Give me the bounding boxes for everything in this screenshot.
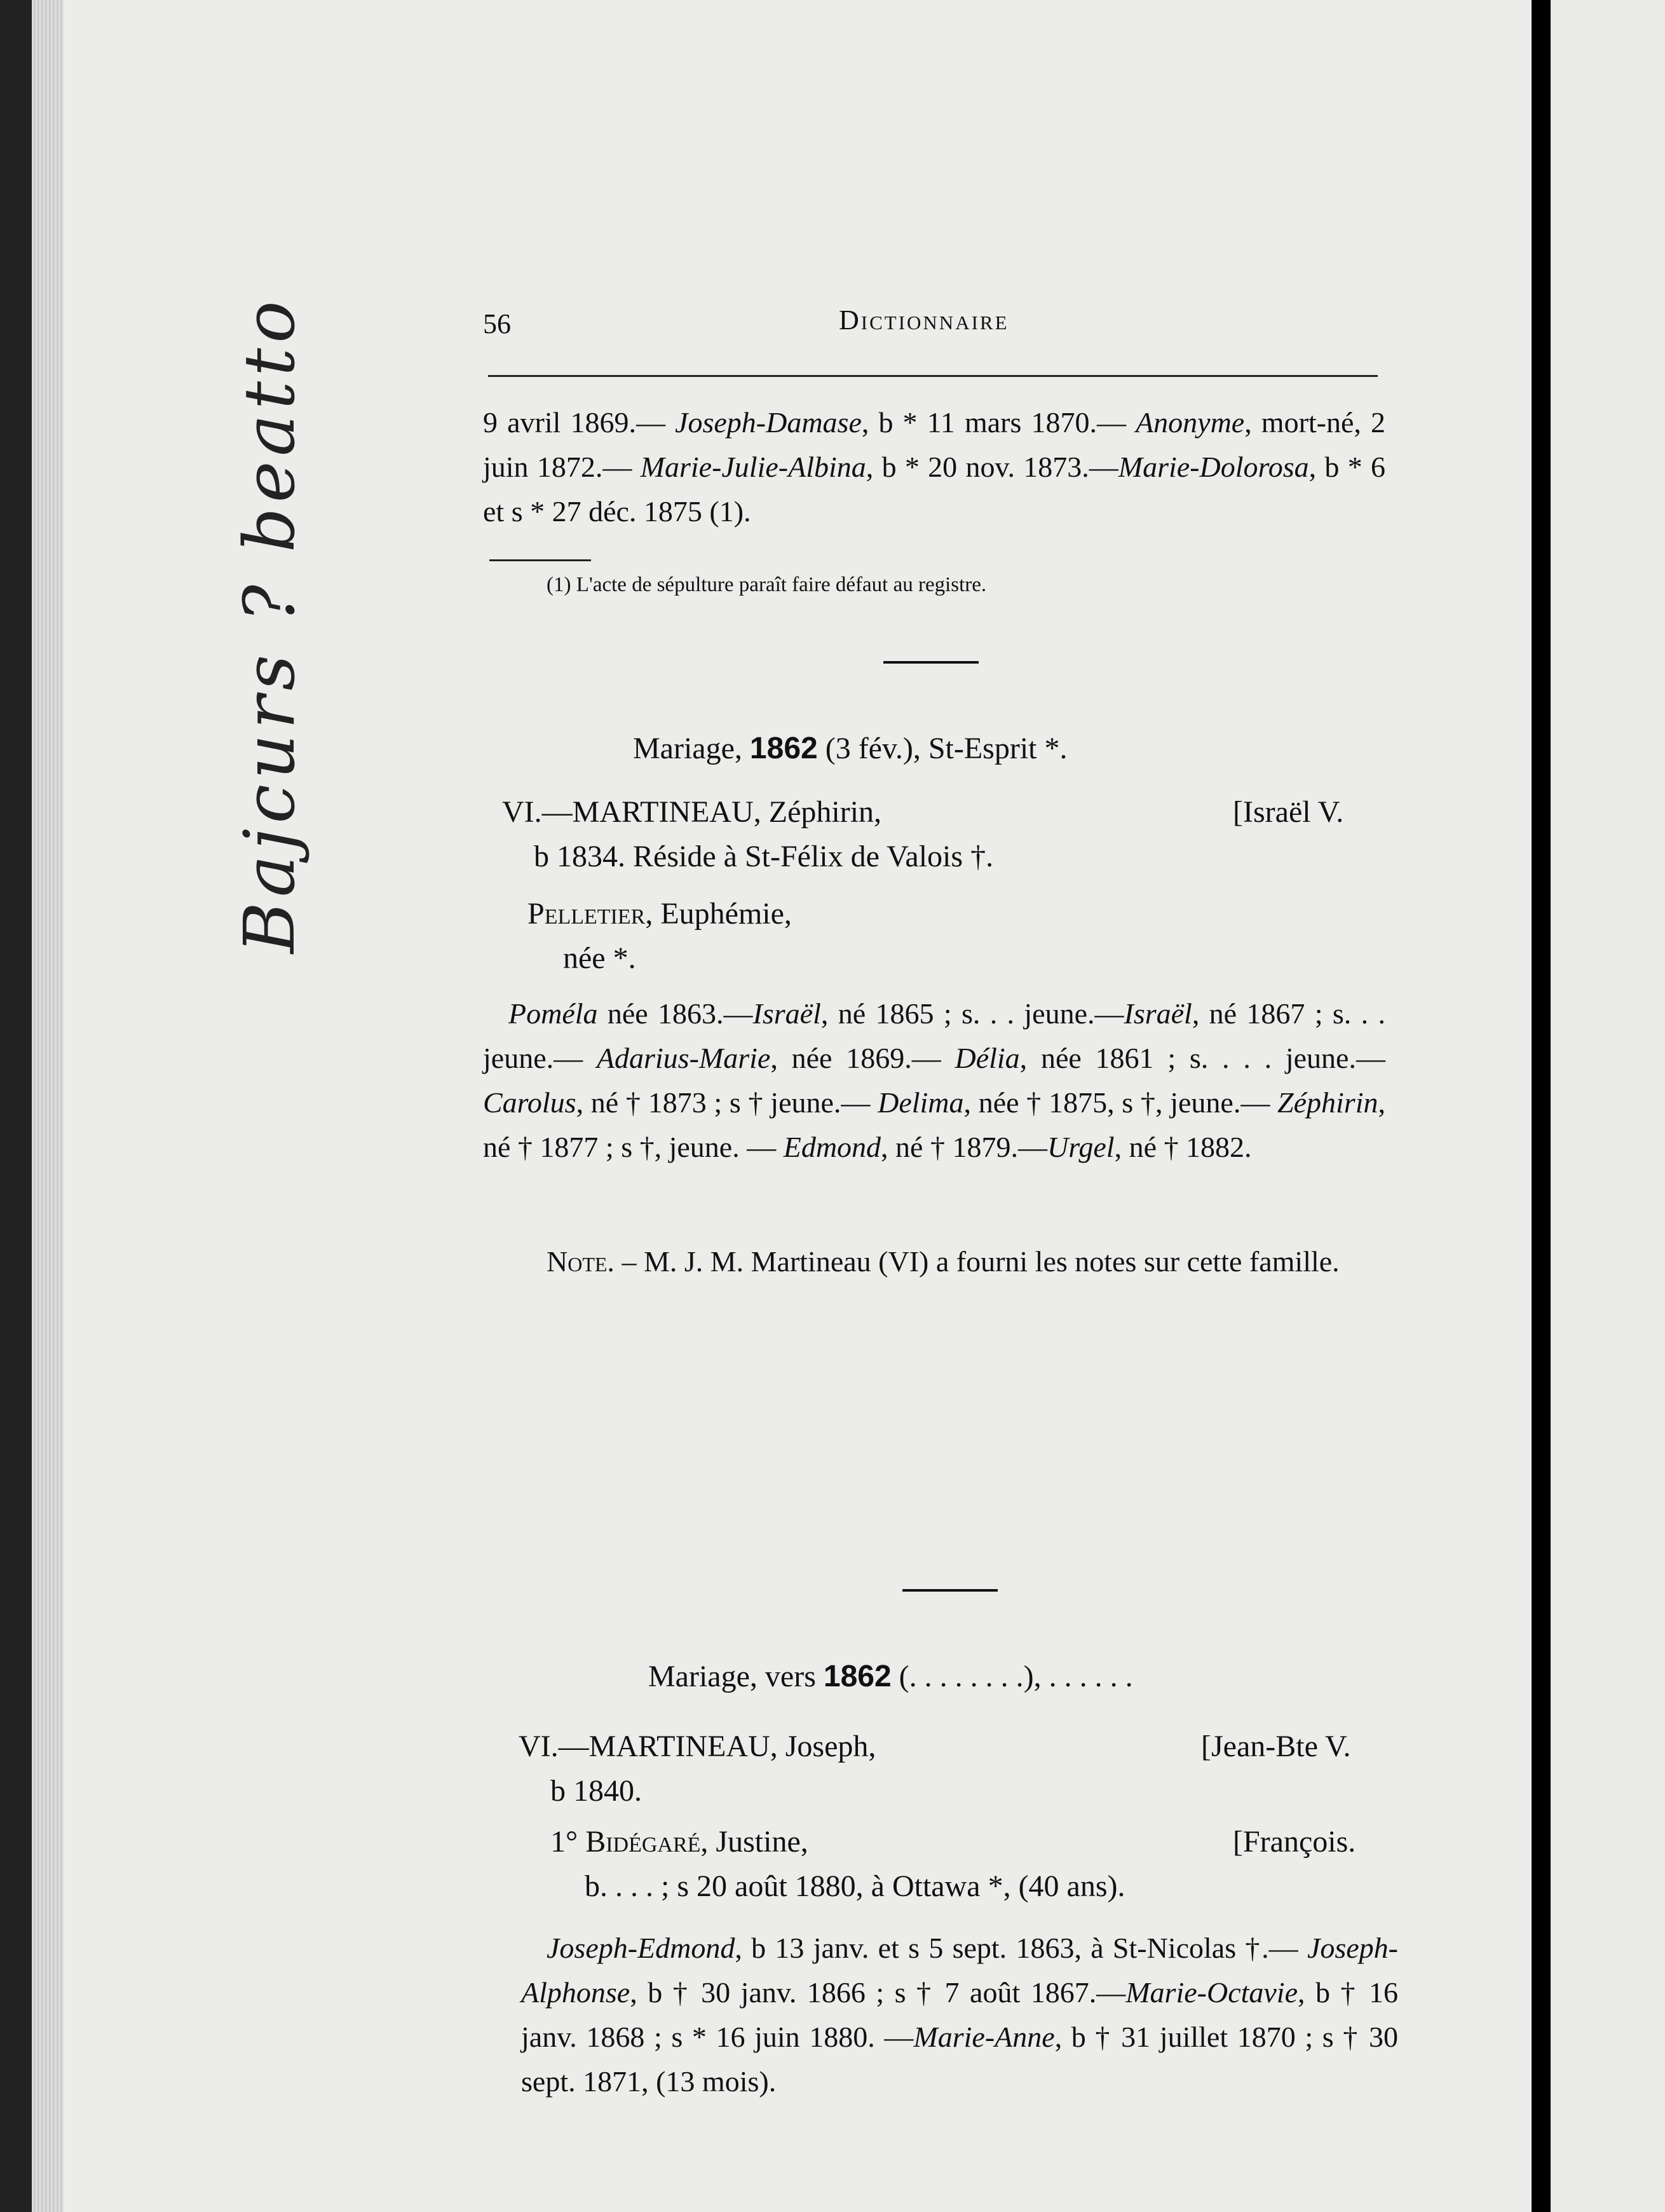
text-run: , né † 1877 ; s †, jeune. — [483,1086,1385,1163]
note-label: Note. [547,1245,615,1278]
section-separator [902,1589,998,1592]
text-run: , b † 31 juillet 1870 ; s † 30 sept. 1871, (13 mois). [521,2021,1399,2098]
child-name: Delima [878,1086,964,1119]
wife-surname: Pelletier [527,897,646,931]
footnote: (1) L'acte de sépulture paraît faire défaut au registre. [547,573,987,596]
children-list [483,992,1385,1170]
text-run: , mort-né, 2 juin 1872.— [483,406,1385,483]
child-name: Edmond [783,1131,881,1163]
heading-text: Mariage, vers [648,1660,824,1693]
heading-text: Mariage, [633,732,750,765]
wife-given-name: , Euphémie, [645,897,792,931]
text-run: , b * 20 nov. 1873.— [866,451,1118,483]
wife-name [550,1824,808,1859]
child-name: Marie-Julie-Albina [640,451,866,483]
child-name: Urgel [1047,1131,1115,1163]
children-list [521,1926,1398,2104]
child-name: Anonyme [1136,406,1245,439]
family-note [483,1239,1385,1284]
husband-name: VI.—MARTINEAU, Zéphirin, [502,795,882,829]
child-name: Joseph-Damase [675,406,862,439]
scan-left-edge [0,0,32,2212]
text-run: , b † 30 janv. 1866 ; s † 7 août 1867.— [630,1976,1126,2009]
continued-entry [483,400,1385,534]
text-run: , née 1869.— [770,1042,955,1074]
section-separator [883,661,979,664]
gutter-shadow [1532,0,1551,2212]
text-run: , né † 1873 ; s † jeune.— [576,1086,878,1119]
heading-text: (. . . . . . . .), . . . . . . [891,1660,1133,1693]
wife-info: née *. [563,941,636,975]
child-name: Poméla [508,997,598,1030]
wife-surname: Bidégaré [585,1825,701,1859]
husband-info: b 1834. Réside à St-Félix de Valois †. [534,840,994,873]
child-name: Joseph-Alphonse [521,1932,1398,2009]
husband-father: [Jean-Bte V. [1201,1730,1351,1763]
marriage-order: 1° [550,1825,586,1859]
child-name: Israël [1124,997,1192,1030]
note-text: – M. J. M. Martineau (VI) a fourni les notes sur cette famille. [614,1245,1340,1278]
child-name: Adarius-Marie [596,1042,771,1074]
text-run: née 1863.— [597,997,753,1030]
header-rule [488,375,1378,377]
facing-page-edge [1551,0,1665,2212]
wife-info: b. . . . ; s 20 août 1880, à Ottawa *, (40 ans). [585,1869,1125,1903]
running-head [483,299,1392,350]
text-run: , b * 6 et s * 27 déc. 1875 (1). [483,451,1385,528]
handwritten-margin-note: Bajcurs ? beatto [229,296,310,953]
child-name: Joseph-Edmond [547,1932,735,1964]
wife-father: [François. [1233,1825,1356,1859]
heading-text: (3 fév.), St-Esprit *. [817,732,1068,765]
text-run: , né † 1882. [1114,1131,1252,1163]
wife-name [527,896,792,931]
marriage-heading [648,1659,1133,1694]
running-title: Dictionnaire [839,304,1009,336]
child-name: Zéphirin [1277,1086,1378,1119]
text-run: , b † 16 janv. 1868 ; s * 16 juin 1880. — [521,1976,1398,2053]
child-name: Carolus [483,1086,576,1119]
husband-father: [Israël V. [1233,795,1344,829]
child-name: Marie-Dolorosa [1118,451,1309,483]
husband-name: VI.—MARTINEAU, Joseph, [519,1730,876,1763]
footnote-rule [489,559,591,561]
text-run: , née 1861 ; s. . . . jeune.— [1019,1042,1385,1074]
heading-year: 1862 [823,1660,892,1693]
child-name: Israël [752,997,821,1030]
child-name: Délia [955,1042,1020,1074]
text-run: , née † 1875, s †, jeune.— [963,1086,1278,1119]
page-stack-edge [32,0,64,2212]
child-name: Marie-Anne [913,2021,1055,2053]
wife-given-name: , Justine, [700,1825,808,1859]
page-number: 56 [483,308,511,339]
text-run: , né 1867 ; s. . . jeune.— [483,997,1385,1074]
marriage-heading [633,731,1068,766]
text-run: , b * 11 mars 1870.— [861,406,1136,439]
husband-info: b 1840. [550,1774,642,1808]
child-name: Marie-Octavie [1125,1976,1298,2009]
text-run: , b 13 janv. et s 5 sept. 1863, à St-Nicolas †.— [735,1932,1307,1964]
heading-year: 1862 [749,732,818,765]
text-run: 9 avril 1869.— [483,406,676,439]
text-run: , né 1865 ; s. . . jeune.— [820,997,1124,1030]
text-run: , né † 1879.— [881,1131,1047,1163]
